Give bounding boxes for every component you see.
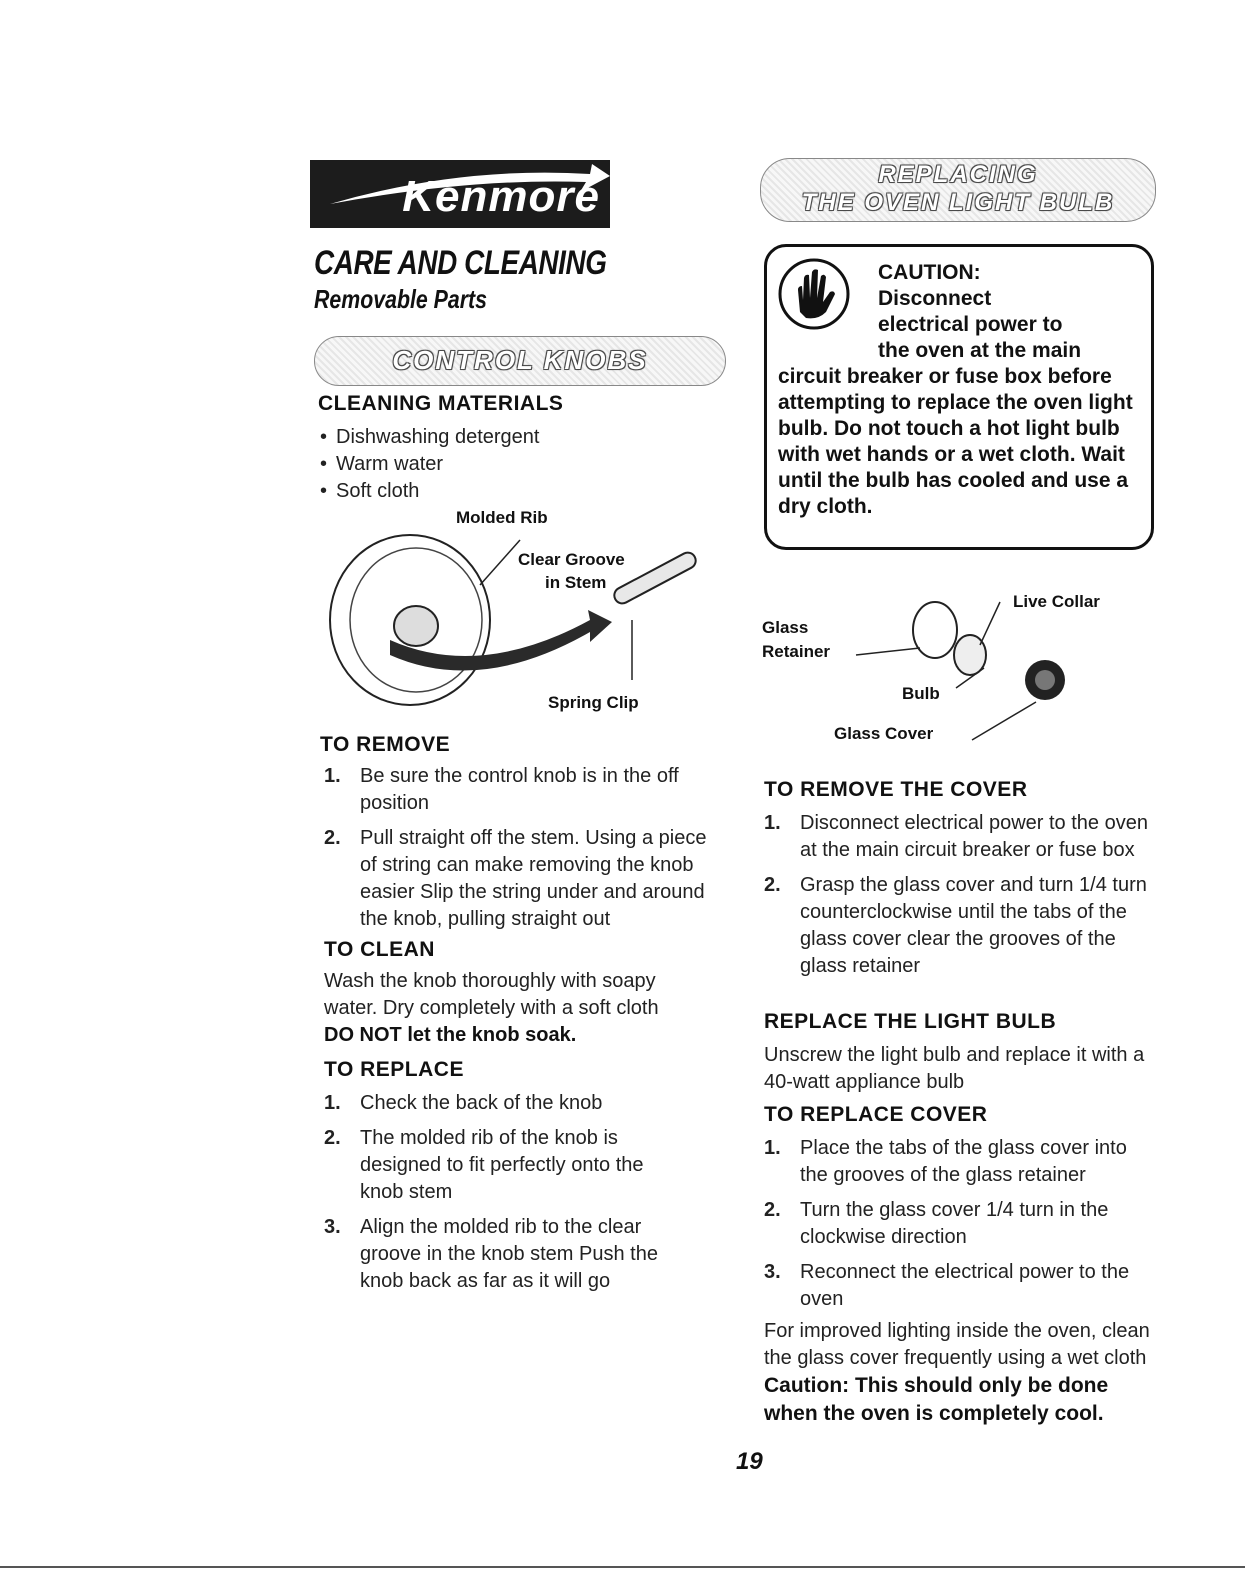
cleaning-materials-list <box>320 424 700 505</box>
kenmore-logo <box>310 160 610 228</box>
glass-label: Glass <box>762 618 809 637</box>
molded-rib-label: Molded Rib <box>456 508 548 527</box>
list-item: 2. Grasp the glass cover and turn 1/4 turn counterclockwise until the tabs of the glass cover clear the grooves of the glass retainer <box>764 874 1147 977</box>
page-subtitle: Removable Parts <box>314 284 488 314</box>
stop-hand-icon <box>776 256 856 336</box>
oven-bulb-diagram <box>760 580 1160 750</box>
caution-line-2: electrical power to <box>878 313 1063 336</box>
clear-groove-label: Clear Groove <box>518 550 625 569</box>
list-item: • Dishwashing detergent <box>320 424 700 451</box>
to-clean-text: Wash the knob thoroughly with soapy water. Dry completely with a soft cloth <box>324 970 659 1019</box>
clear-groove-label-line2: in Stem <box>545 573 607 592</box>
closing-warning: Caution: This should only be done when the oven is completely cool. <box>764 1374 1109 1425</box>
glass-cover-label: Glass Cover <box>834 724 934 743</box>
to-remove-steps <box>324 763 716 941</box>
retainer-label: Retainer <box>762 642 831 661</box>
spring-clip-label: Spring Clip <box>548 693 639 712</box>
caution-line-3: the oven at the main <box>878 339 1082 362</box>
replace-cover-heading: TO REPLACE COVER <box>764 1103 988 1126</box>
caution-title: CAUTION: <box>878 261 981 284</box>
bulb-label: Bulb <box>902 684 940 703</box>
to-replace-heading: TO REPLACE <box>324 1058 464 1081</box>
live-collar-label: Live Collar <box>1013 592 1100 611</box>
bottom-rule <box>0 1566 1245 1568</box>
to-clean-heading: TO CLEAN <box>324 938 435 961</box>
list-item: • Warm water <box>320 451 700 478</box>
list-item: 1. Disconnect electrical power to the oven at the main circuit breaker or fuse box <box>764 812 1148 861</box>
to-remove-heading: TO REMOVE <box>320 733 451 756</box>
list-item: 2. Turn the glass cover 1/4 turn in the clockwise direction <box>764 1199 1109 1248</box>
page-number: 19 <box>736 1448 763 1475</box>
control-knobs-banner <box>314 336 726 386</box>
replace-bulb-heading: REPLACE THE LIGHT BULB <box>764 1010 1057 1033</box>
replace-bulb-text: Unscrew the light bulb and replace it with a 40-watt appliance bulb <box>764 1044 1145 1093</box>
page-title: CARE AND CLEANING <box>314 244 607 282</box>
caution-body: circuit breaker or fuse box before attempting to replace the oven light bulb. Do not touch a hot light bulb with wet hands or a wet cloth. Wait until the bulb has cooled and use a dry cloth. <box>778 365 1133 518</box>
list-item: 1. Check the back of the knob <box>324 1092 603 1114</box>
to-replace-steps <box>324 1090 684 1303</box>
list-item: • Soft cloth <box>320 478 700 505</box>
closing-text: For improved lighting inside the oven, clean the glass cover frequently using a wet cloth <box>764 1320 1150 1369</box>
replacing-bulb-banner <box>760 158 1156 222</box>
list-item: 1. Be sure the control knob is in the off position <box>324 765 679 814</box>
to-clean-warning: DO NOT let the knob soak. <box>324 1024 577 1046</box>
control-knobs-banner-text: CONTROL KNOBS <box>392 345 648 375</box>
banner-line-1: REPLACING <box>878 161 1038 188</box>
replace-cover-steps <box>764 1135 1159 1321</box>
closing-paragraph <box>764 1318 1154 1428</box>
remove-cover-heading: TO REMOVE THE COVER <box>764 778 1028 801</box>
cleaning-materials-heading: CLEANING MATERIALS <box>318 392 564 415</box>
banner-line-2: THE OVEN LIGHT BULB <box>801 189 1115 216</box>
list-item: 3. Align the molded rib to the clear groove in the knob stem Push the knob back as far as it will go <box>324 1216 658 1292</box>
list-item: 3. Reconnect the electrical power to the oven <box>764 1261 1130 1310</box>
remove-cover-steps <box>764 810 1159 988</box>
logo-wordmark: Kenmore <box>402 172 600 221</box>
list-item: 2. The molded rib of the knob is designed to fit perfectly onto the knob stem <box>324 1127 644 1203</box>
caution-line-1: Disconnect <box>878 287 992 310</box>
list-item: 2. Pull straight off the stem. Using a piece of string can make removing the knob easier Slip the string under and around the knob, pulling straight out <box>324 827 707 930</box>
list-item: 1. Place the tabs of the glass cover into the grooves of the glass retainer <box>764 1137 1127 1186</box>
